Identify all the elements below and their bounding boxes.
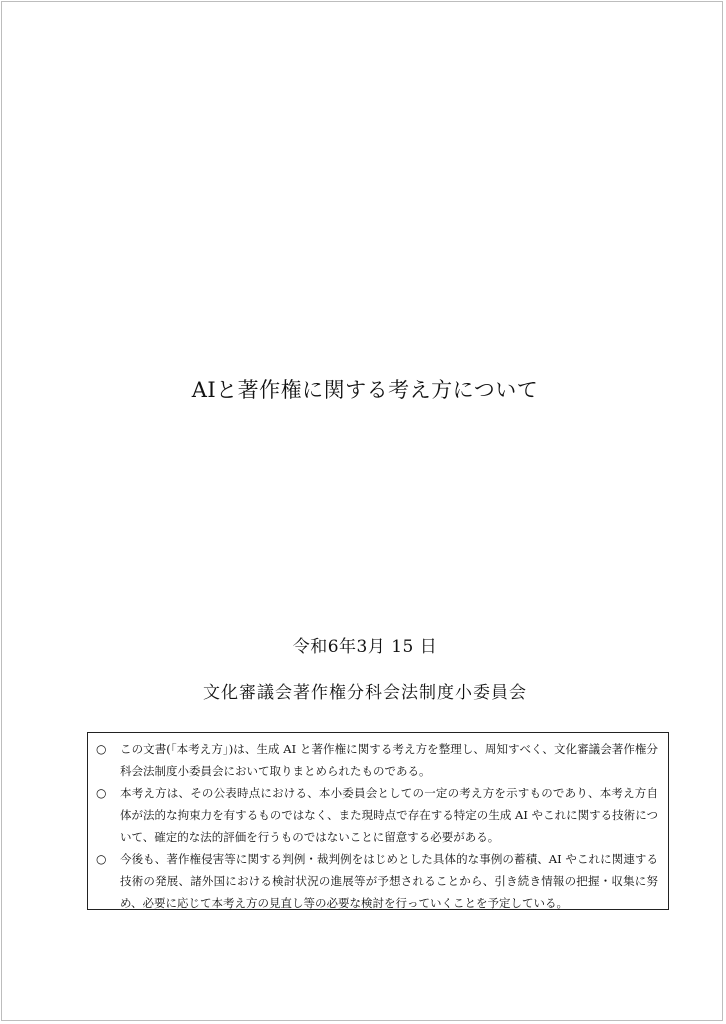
circle-bullet-icon: ○	[96, 786, 107, 800]
committee-name: 文化審議会著作権分科会法制度小委員会	[203, 683, 527, 703]
notice-item-3	[96, 848, 658, 914]
notice-text-2: 本考え方は、その公表時点における、本小委員会としての一定の考え方を示すものであり、本考え方自体が法的な拘束力を有するものではなく、また現時点で存在する特定の生成 AI やこれに関する技術について、確定的な法的評価を行うものではないことに留意する必要がある。	[120, 786, 658, 844]
document-page	[1, 1, 723, 1021]
document-title: AIと著作権に関する考え方について	[191, 378, 539, 402]
circle-bullet-icon: ○	[96, 852, 107, 866]
notice-text-1: この文書(「本考え方」)は、生成 AI と著作権に関する考え方を整理し、周知すべく、文化審議会著作権分科会法制度小委員会において取りまとめられたものである。	[120, 742, 658, 778]
circle-bullet-icon: ○	[96, 742, 107, 756]
notice-item-2	[96, 782, 658, 848]
notice-item-1	[96, 738, 658, 782]
document-date: 令和6年3月 15 日	[292, 637, 438, 657]
notice-box	[87, 732, 669, 910]
notice-text-3: 今後も、著作権侵害等に関する判例・裁判例をはじめとした具体的な事例の蓄積、AI やこれに関連する技術の発展、諸外国における検討状況の進展等が予想されることから、引き続き情報の把握・収集に努め、必要に応じて本考え方の見直し等の必要な検討を行っていくことを予定している。	[120, 852, 658, 910]
